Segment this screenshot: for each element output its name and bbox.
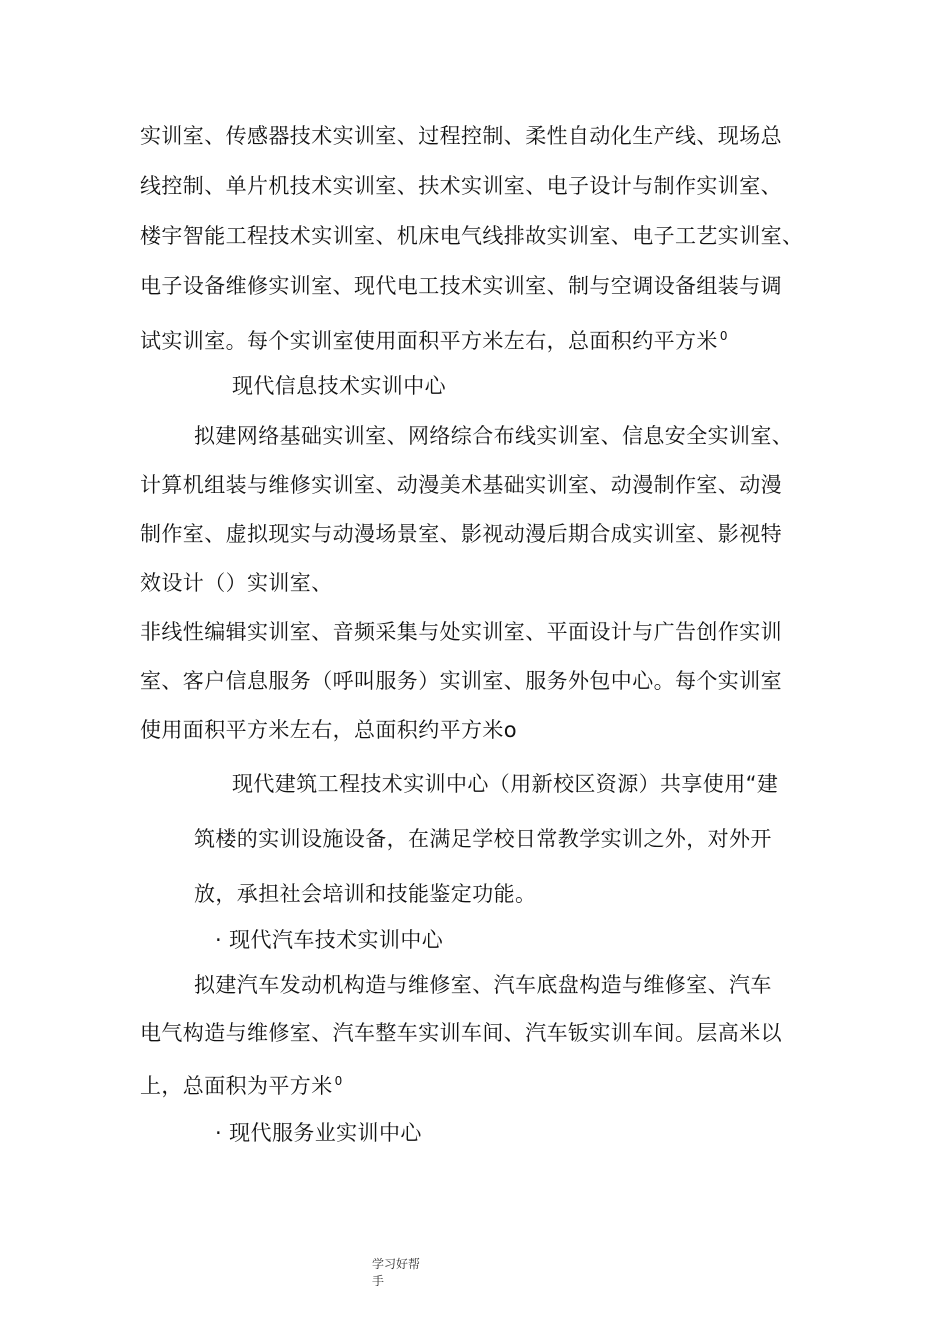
paragraph-1-line-5: [140, 322, 728, 355]
paragraph-3-line-1: 现代建筑工程技术实训中心（用新校区资源）共享使用“建: [232, 772, 779, 796]
paragraph-4-line-2: 电气构造与维修室、汽车整车实训车间、汽车钣实训车间。层高米以: [140, 1021, 782, 1045]
paragraph-1-line-3: 楼宇智能工程技术实训室、机床电气线排故实训室、电子工艺实训室、: [140, 224, 804, 248]
paragraph-2-line-2: 计算机组装与维修实训室、动漫美术基础实训室、动漫制作室、动漫: [140, 473, 782, 497]
paragraph-3-line-3: 放，承担社会培训和技能鉴定功能。: [194, 882, 537, 906]
paragraph-1-line-5-text: 试实训室。每个实训室使用面积平方米左右，总面积约平方米: [140, 329, 718, 353]
paragraph-2-line-7: 使用面积平方米左右，总面积约平方米o: [140, 718, 518, 742]
paragraph-2-line-3: 制作室、虚拟现实与动漫场景室、影视动漫后期合成实训室、影视特: [140, 522, 782, 546]
paragraph-2-line-4: 效设计（）实训室、: [140, 571, 333, 595]
paragraph-4-trailing-mark: 0: [334, 1074, 343, 1088]
paragraph-2-line-5: 非线性编辑实训室、音频采集与处实训室、平面设计与广告创作实训: [140, 620, 782, 644]
footer-line-1: 学习好帮: [372, 1257, 421, 1271]
footer-line-2: 手: [372, 1274, 385, 1288]
paragraph-4-line-3-text: 上，总面积为平方米: [140, 1074, 333, 1098]
paragraph-1-line-2: 线控制、单片机技术实训室、扶术实训室、电子设计与制作实训室、: [140, 174, 782, 198]
section-heading-auto-tech: · 现代汽车技术实训中心: [215, 928, 444, 952]
paragraph-1-trailing-mark: 0: [719, 329, 728, 343]
paragraph-4-line-1: 拟建汽车发动机构造与维修室、汽车底盘构造与维修室、汽车: [194, 973, 772, 997]
paragraph-3-line-2: 筑楼的实训设施设备，在满足学校日常教学实训之外，对外开: [194, 827, 772, 851]
section-heading-info-tech: 现代信息技术实训中心: [232, 374, 446, 398]
paragraph-2-line-1: 拟建网络基础实训室、网络综合布线实训室、信息安全实训室、: [194, 424, 794, 448]
paragraph-1-line-4: 电子设备维修实训室、现代电工技术实训室、制与空调设备组装与调: [140, 274, 782, 298]
section-heading-service: · 现代服务业实训中心: [215, 1121, 422, 1145]
paragraph-1-line-1: 实训室、传感器技术实训室、过程控制、柔性自动化生产线、现场总: [140, 124, 782, 148]
paragraph-2-line-6: 室、客户信息服务（呼叫服务）实训室、服务外包中心。每个实训室: [140, 669, 782, 693]
paragraph-4-line-3: [140, 1067, 343, 1100]
